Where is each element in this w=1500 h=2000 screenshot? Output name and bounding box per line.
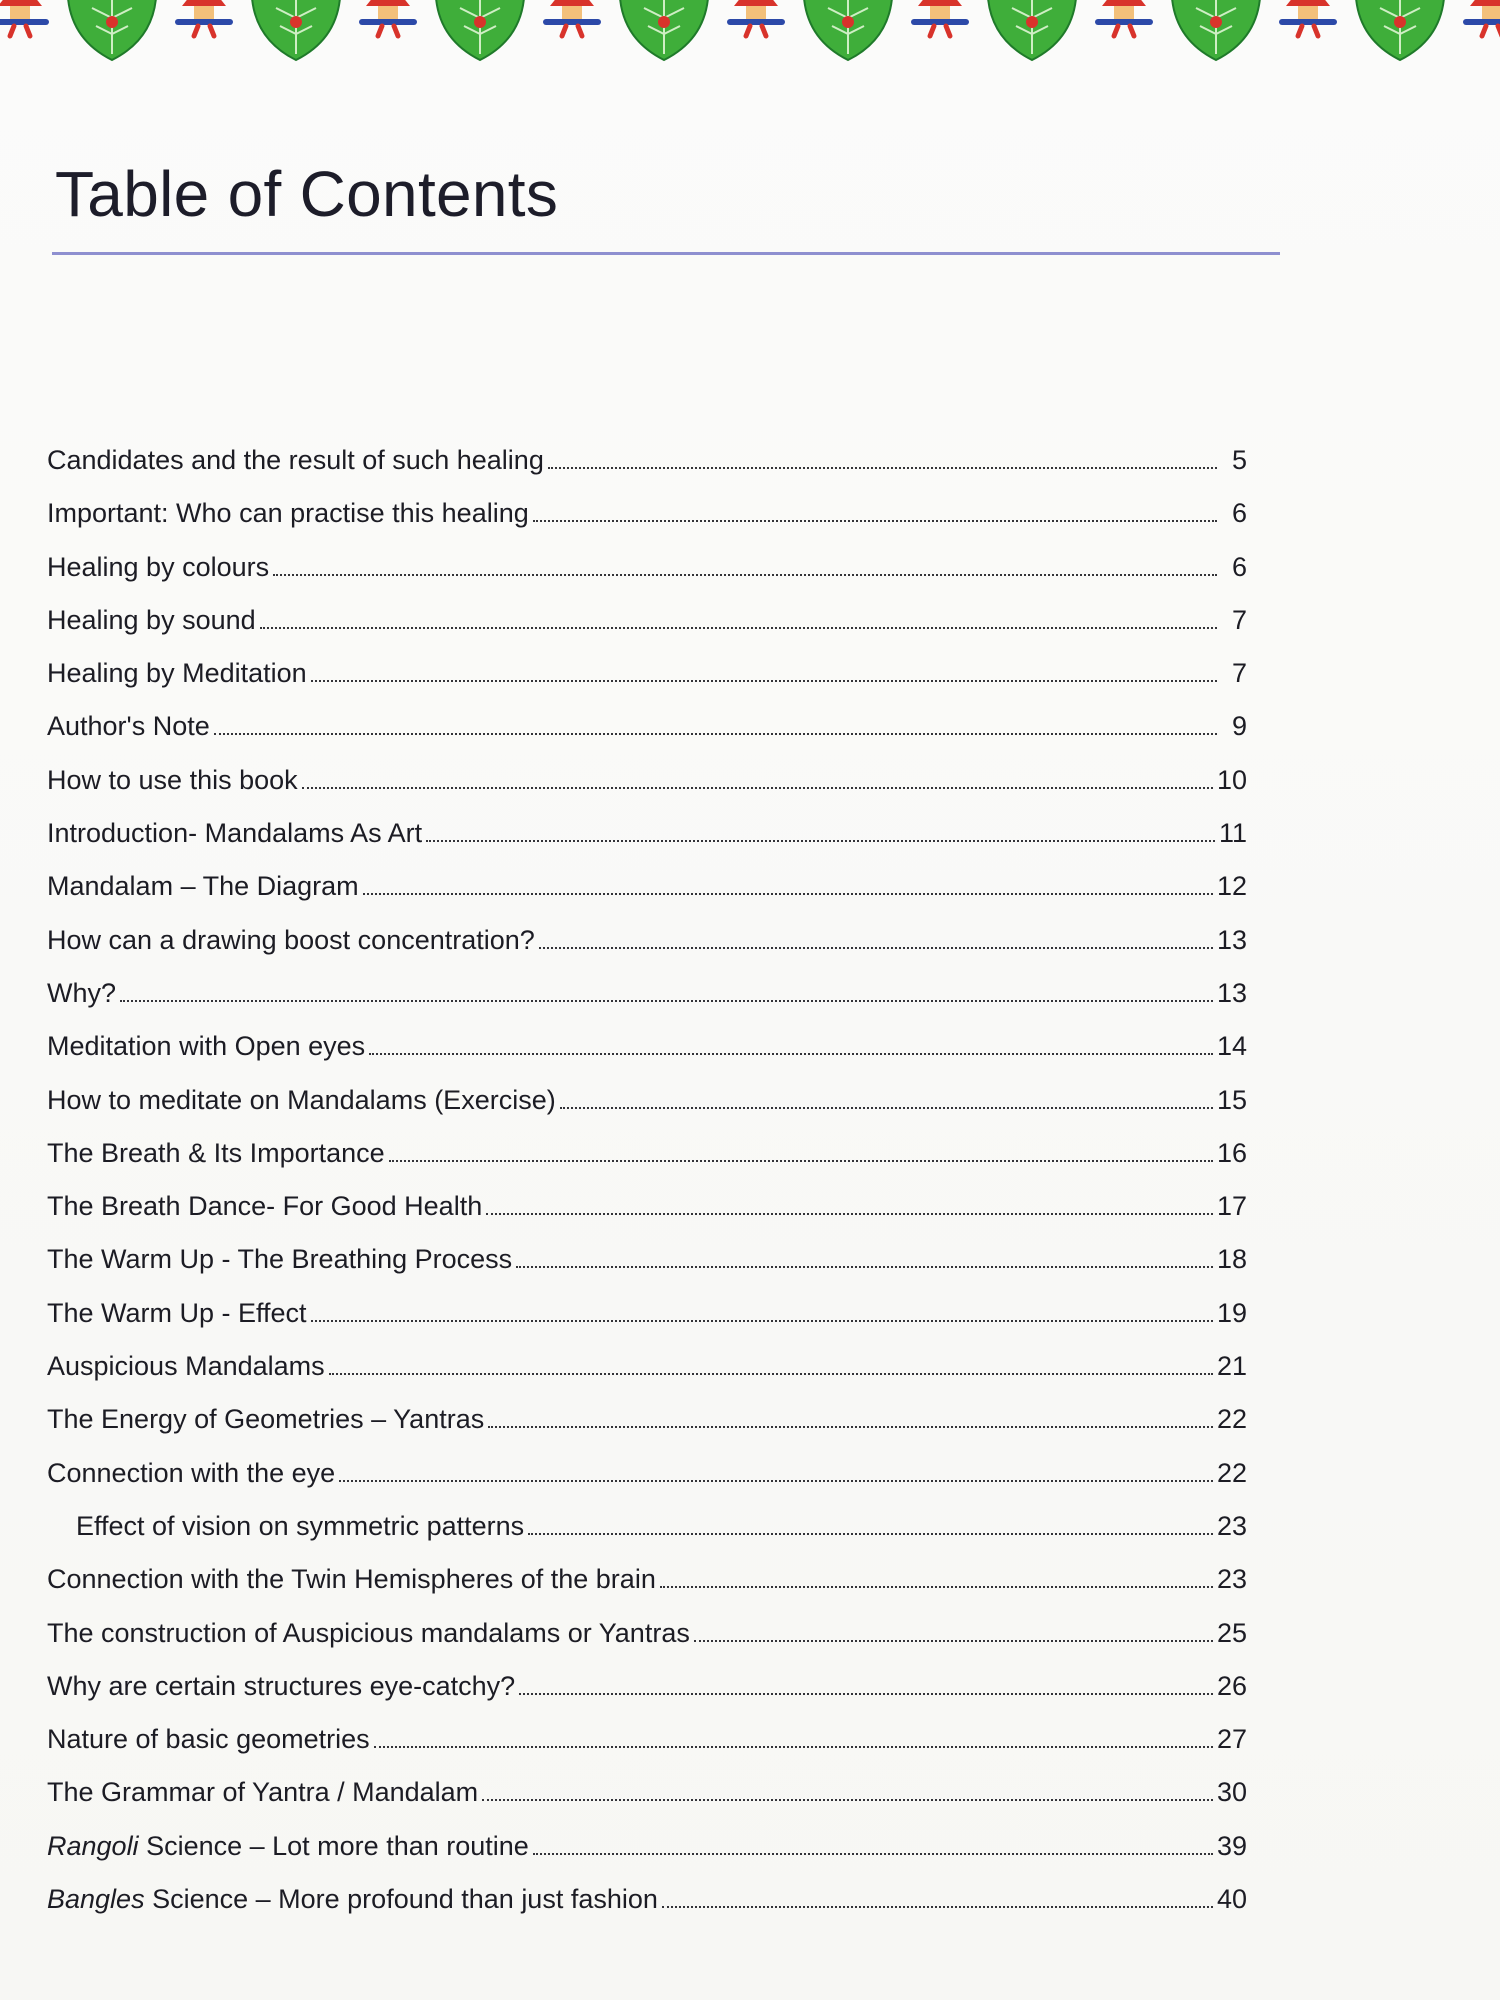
leaf-motif-icon (1356, 0, 1444, 60)
toc-entry (47, 1031, 1247, 1084)
toc-page-number: 5 (1231, 445, 1247, 475)
toc-entry-title: Why? (47, 977, 117, 1008)
toc-entry-title: Nature of basic geometries (47, 1724, 370, 1755)
toc-page-number: 11 (1218, 818, 1247, 849)
dot-leader (120, 1000, 1213, 1002)
toc-page-number: 14 (1216, 1031, 1247, 1062)
decorative-leaf-border (0, 0, 1500, 70)
dot-leader (528, 1533, 1213, 1535)
toc-entry-title: The Warm Up - Effect (47, 1297, 307, 1328)
toc-entry-title: The Warm Up - The Breathing Process (47, 1244, 513, 1275)
toc-page-number: 17 (1216, 1191, 1247, 1222)
dot-leader (273, 574, 1217, 576)
dot-leader (426, 840, 1215, 842)
toc-entry-title: The Breath & Its Importance (47, 1137, 385, 1168)
dot-leader (329, 1373, 1213, 1375)
toc-page-number: 10 (1216, 764, 1247, 795)
toc-page-number: 30 (1216, 1777, 1247, 1808)
toc-entry-title: Candidates and the result of such healing (47, 445, 544, 475)
toc-entry (47, 1298, 1247, 1351)
toc-entry (47, 1458, 1247, 1511)
toc-entry-italic-term: Rangoli (47, 1830, 139, 1861)
dot-leader (488, 1426, 1213, 1428)
table-of-contents (47, 445, 1247, 1937)
toc-page-number: 7 (1231, 658, 1247, 689)
leaf-motif-icon (1172, 0, 1260, 60)
toc-entry-title: Author's Note (47, 711, 210, 742)
toc-entry-title-text: Science – Lot more than routine (138, 1830, 529, 1861)
toc-page-number: 6 (1231, 498, 1247, 529)
toc-page-number: 13 (1216, 924, 1247, 955)
toc-entry (47, 605, 1247, 658)
toc-entry-title: Connection with the Twin Hemispheres of the brain (47, 1564, 656, 1595)
toc-page-number: 12 (1216, 871, 1247, 902)
toc-entry-title: Healing by Meditation (47, 658, 307, 689)
toc-entry-title: The Grammar of Yantra / Mandalam (47, 1777, 479, 1808)
toc-entry (47, 711, 1247, 764)
figure-motif-icon (1282, 0, 1334, 36)
dot-leader (389, 1160, 1213, 1162)
toc-entry-title (47, 1884, 658, 1915)
dot-leader (560, 1107, 1213, 1109)
dot-leader (660, 1586, 1213, 1588)
toc-entry (47, 1618, 1247, 1671)
toc-page-number: 6 (1231, 551, 1247, 582)
toc-entry (47, 1404, 1247, 1457)
toc-entry (47, 1884, 1247, 1937)
leaf-motif-icon (804, 0, 892, 60)
dot-leader (311, 1320, 1213, 1322)
toc-entry-title: The Energy of Geometries – Yantras (47, 1404, 485, 1435)
figure-motif-icon (914, 0, 966, 36)
toc-entry (47, 871, 1247, 924)
figure-motif-icon (1098, 0, 1150, 36)
toc-page-number: 27 (1216, 1724, 1247, 1755)
title-underline (52, 252, 1280, 255)
toc-page-number: 16 (1216, 1137, 1247, 1168)
toc-page-number: 22 (1216, 1404, 1247, 1435)
toc-entry-title: Meditation with Open eyes (47, 1031, 366, 1062)
toc-entry (47, 978, 1247, 1031)
toc-entry-title: The Breath Dance- For Good Health (47, 1191, 483, 1222)
toc-page-number: 23 (1216, 1510, 1247, 1541)
toc-entry (47, 552, 1247, 605)
toc-entry (47, 1777, 1247, 1830)
toc-page-number: 39 (1216, 1830, 1247, 1861)
toc-entry-title: The construction of Auspicious mandalams or Yantras (47, 1617, 690, 1648)
leaf-border-icon (0, 0, 1500, 70)
toc-page-number: 9 (1231, 711, 1247, 742)
toc-entry-title: Healing by sound (47, 604, 256, 635)
toc-entry (47, 1191, 1247, 1244)
figure-motif-icon (730, 0, 782, 36)
toc-entry-title: Mandalam – The Diagram (47, 871, 359, 902)
dot-leader (548, 467, 1217, 469)
toc-page-number: 22 (1216, 1457, 1247, 1488)
figure-motif-icon (546, 0, 598, 36)
toc-subentry (47, 1511, 1247, 1564)
dot-leader (486, 1213, 1213, 1215)
toc-entry-title: Effect of vision on symmetric patterns (76, 1510, 525, 1541)
toc-entry (47, 498, 1247, 551)
dot-leader (363, 893, 1213, 895)
toc-page-number: 18 (1216, 1244, 1247, 1275)
toc-page-number: 40 (1216, 1884, 1247, 1915)
leaf-motif-icon (68, 0, 156, 60)
toc-page-number: 26 (1216, 1670, 1247, 1701)
toc-entry (47, 925, 1247, 978)
figure-motif-icon (1466, 0, 1500, 36)
dot-leader (662, 1906, 1213, 1908)
dot-leader (374, 1746, 1213, 1748)
dot-leader (539, 947, 1213, 949)
dot-leader (369, 1053, 1213, 1055)
toc-page-number: 25 (1216, 1617, 1247, 1648)
toc-entry-title-text: Science – More profound than just fashion (144, 1884, 658, 1915)
toc-page-number: 13 (1216, 977, 1247, 1008)
leaf-motif-icon (988, 0, 1076, 60)
toc-entry-title: Important: Who can practise this healing (47, 498, 529, 529)
toc-entry-title: Introduction- Mandalams As Art (47, 818, 423, 849)
toc-entry (47, 1724, 1247, 1777)
figure-motif-icon (362, 0, 414, 36)
toc-entry (47, 1138, 1247, 1191)
dot-leader (519, 1693, 1213, 1695)
toc-entry (47, 1351, 1247, 1404)
toc-entry (47, 765, 1247, 818)
toc-entry (47, 445, 1247, 498)
leaf-motif-icon (252, 0, 340, 60)
toc-page-number: 19 (1216, 1297, 1247, 1328)
toc-entry-title (47, 1831, 529, 1862)
dot-leader (311, 680, 1217, 682)
dot-leader (339, 1480, 1213, 1482)
toc-entry-title: How to meditate on Mandalams (Exercise) (47, 1084, 556, 1115)
toc-entry-italic-term: Bangles (47, 1884, 145, 1915)
dot-leader (516, 1266, 1213, 1268)
toc-entry-title: Healing by colours (47, 551, 270, 582)
toc-entry (47, 1564, 1247, 1617)
toc-entry-title: How to use this book (47, 764, 298, 795)
toc-entry (47, 1244, 1247, 1297)
toc-page-number: 7 (1231, 604, 1247, 635)
toc-page-number: 21 (1216, 1351, 1247, 1382)
figure-motif-icon (178, 0, 230, 36)
dot-leader (482, 1799, 1213, 1801)
leaf-motif-icon (436, 0, 524, 60)
dot-leader (533, 1853, 1213, 1855)
dot-leader (694, 1640, 1213, 1642)
toc-entry (47, 818, 1247, 871)
dot-leader (533, 520, 1217, 522)
toc-page-number: 23 (1216, 1564, 1247, 1595)
toc-page-number: 15 (1216, 1084, 1247, 1115)
toc-entry (47, 1831, 1247, 1884)
toc-entry-title: Why are certain structures eye-catchy? (47, 1670, 516, 1701)
dot-leader (302, 787, 1213, 789)
toc-entry (47, 658, 1247, 711)
toc-entry (47, 1085, 1247, 1138)
figure-motif-icon (0, 0, 46, 36)
page-title: Table of Contents (55, 158, 559, 230)
toc-entry-title: Auspicious Mandalams (47, 1351, 325, 1382)
toc-entry (47, 1671, 1247, 1724)
toc-entry-title: Connection with the eye (47, 1457, 336, 1488)
toc-entry-title: How can a drawing boost concentration? (47, 924, 535, 955)
dot-leader (260, 627, 1217, 629)
leaf-motif-icon (620, 0, 708, 60)
dot-leader (214, 733, 1217, 735)
